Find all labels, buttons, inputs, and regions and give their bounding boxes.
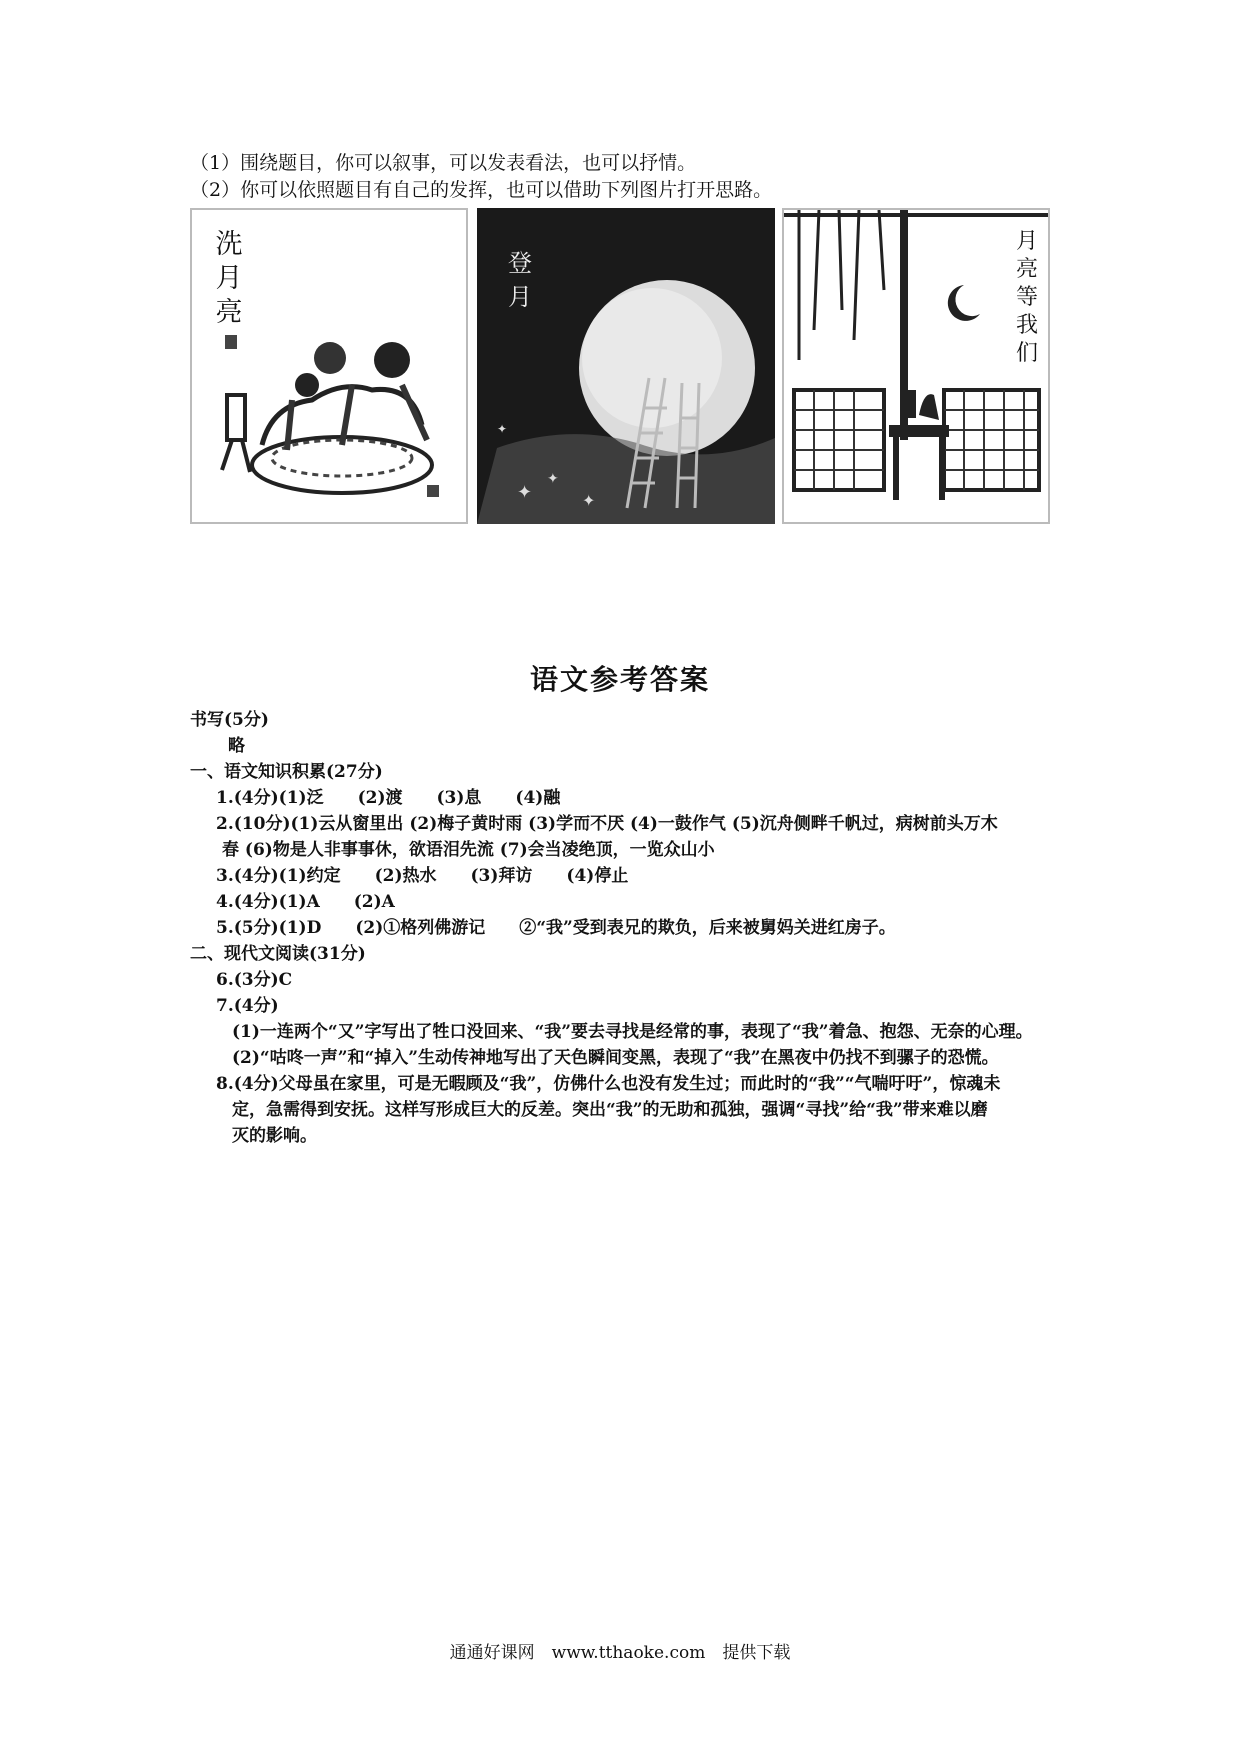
section-2-header: 二、现代文阅读(31分) [190, 944, 366, 964]
panel-2-caption: 登 月 [508, 249, 532, 311]
writing-body: 略 [228, 736, 245, 756]
answer-q2-line2: 春 (6)物是人非事事休，欲语泪先流 (7)会当凌绝顶，一览众山小 [222, 840, 715, 860]
answer-q8-line3: 灭的影响。 [232, 1126, 317, 1146]
answer-q5: 5.(5分)(1)D (2)①格列佛游记 ②“我”受到表兄的欺负，后来被舅妈关进红房子。 [216, 918, 896, 938]
svg-text:✦: ✦ [582, 491, 596, 510]
svg-text:✦: ✦ [497, 422, 508, 436]
instruction-line-1: （1）围绕题目，你可以叙事，可以发表看法，也可以抒情。 [190, 152, 697, 174]
writing-header: 书写(5分) [190, 710, 269, 730]
answer-q8-line2: 定，急需得到安抚。这样写形成巨大的反差。突出“我”的无助和孤独，强调“寻找”给“我”带来难以磨 [232, 1100, 988, 1120]
answer-q4: 4.(4分)(1)A (2)A [216, 892, 395, 912]
instruction-line-2: （2）你可以依照题目有自己的发挥，也可以借助下列图片打开思路。 [190, 179, 773, 201]
wash-moon-illustration [192, 210, 466, 522]
section-1-header: 一、语文知识积累(27分) [190, 762, 383, 782]
answer-q6: 6.(3分)C [216, 970, 293, 990]
answer-title: 语文参考答案 [529, 663, 710, 696]
answer-q7-part1: (1)一连两个“又”字写出了牲口没回来、“我”要去寻找是经常的事，表现了“我”着急、抱怨、无奈的心理。 [232, 1022, 1033, 1042]
answer-q3: 3.(4分)(1)约定 (2)热水 (3)拜访 (4)停止 [216, 866, 629, 886]
panel-moon-waits [782, 208, 1050, 524]
panel-climb-moon [477, 208, 775, 524]
panel-wash-moon [190, 208, 468, 524]
svg-text:✦: ✦ [517, 482, 533, 503]
panel-3-caption: 月 亮 等 我 们 [1015, 229, 1038, 366]
answer-q7: 7.(4分) [216, 996, 279, 1016]
panel-1-caption: 洗 月 亮 [215, 229, 243, 328]
answer-q2-line1: 2.(10分)(1)云从窗里出 (2)梅子黄时雨 (3)学而不厌 (4)一鼓作气 (5)沉舟侧畔千帆过，病树前头万木 [216, 814, 998, 834]
moon-waits-illustration [784, 210, 1048, 522]
answer-q8-line1: 8.(4分)父母虽在家里，可是无暇顾及“我”，仿佛什么也没有发生过；而此时的“我”“气喘吁吁”，惊魂未 [216, 1074, 1001, 1094]
answer-q1: 1.(4分)(1)泛 (2)渡 (3)息 (4)融 [216, 788, 561, 808]
footer-credit: 通通好课网 www.tthaoke.com 提供下载 [449, 1643, 791, 1663]
answer-q7-part2: (2)“咕咚一声”和“掉入”生动传神地写出了天色瞬间变黑，表现了“我”在黑夜中仍找不到骡子的恐慌。 [232, 1048, 999, 1068]
svg-text:✦: ✦ [547, 471, 559, 487]
